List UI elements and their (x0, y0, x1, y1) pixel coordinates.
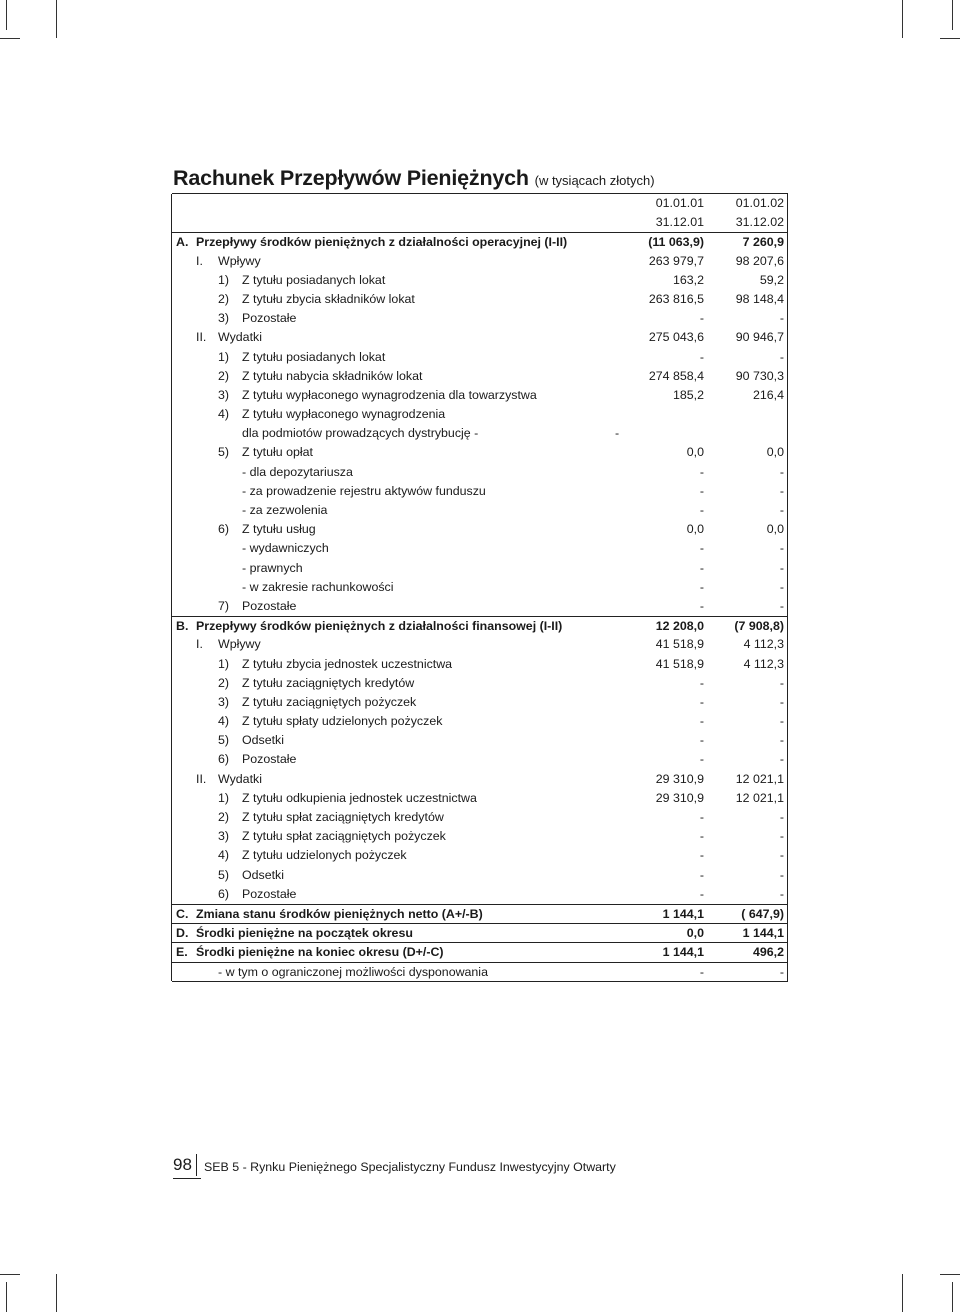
row-value-2001: 185,2 (672, 387, 704, 402)
row-value-2002: 98 148,4 (735, 291, 784, 306)
row-value-2001: 0,0 (686, 445, 704, 460)
crop-mark (56, 1274, 57, 1312)
table-row (172, 597, 788, 616)
row-label: - za zezwolenia (242, 503, 328, 517)
table-row (172, 750, 788, 769)
row-value-2001: - (699, 503, 704, 517)
row-value-2001: - (699, 829, 704, 844)
table-row (172, 309, 788, 328)
table-row (172, 367, 788, 386)
row-label: Pozostałe (242, 886, 297, 901)
table-body (172, 232, 788, 980)
row-value-2001: 263 816,5 (648, 291, 704, 306)
row-label: Wydatki (218, 771, 262, 786)
row-value-2002: - (779, 311, 784, 326)
row-number: 4) (218, 714, 230, 729)
row-value-2002: - (779, 598, 784, 613)
row-value-2002: - (779, 579, 784, 594)
row-value-2002: - (779, 541, 784, 556)
footer-rule (173, 1178, 201, 1179)
table-row (172, 578, 788, 597)
row-value-2002: - (779, 810, 784, 824)
row-number: 1) (218, 656, 230, 671)
row-number: II. (196, 771, 207, 786)
table-row (172, 386, 788, 405)
row-value-2001: - (699, 598, 704, 613)
table-row (172, 885, 788, 904)
row-label: Z tytułu udzielonych pożyczek (242, 848, 407, 863)
row-value-2002: - (779, 483, 784, 498)
row-value-2002: - (779, 675, 784, 690)
header-col-b-line2: 31.12.02 (735, 215, 784, 230)
page-title (173, 166, 655, 191)
row-number: I. (196, 637, 203, 652)
row-label: Pozostałe (242, 311, 297, 326)
row-label: Z tytułu zbycia składników lokat (242, 291, 415, 306)
row-value-2001: - (699, 675, 704, 690)
row-number: 4) (218, 848, 230, 863)
row-value-2001: 263 979,7 (648, 253, 704, 268)
row-value-2001: - (699, 733, 704, 748)
row-label: - prawnych (242, 560, 303, 575)
row-number: II. (196, 330, 207, 345)
row-value-2002: - (779, 349, 784, 364)
row-value-2002: - (779, 464, 784, 479)
row-label: Środki pieniężne na początek okresu (196, 926, 413, 941)
table-row (172, 443, 788, 462)
table-row (172, 501, 788, 520)
table-row (172, 290, 788, 309)
row-value-2002: 98 207,6 (735, 253, 784, 268)
row-label: Z tytułu wypłaconego wynagrodzenia (242, 407, 446, 422)
table-row (172, 942, 788, 961)
row-value-2001: - (699, 560, 704, 575)
row-value-2002: 4 112,3 (743, 637, 784, 652)
row-value-2002: 90 730,3 (735, 368, 784, 383)
crop-mark (56, 0, 57, 38)
row-number: 5) (218, 445, 230, 460)
crop-mark (940, 1274, 960, 1275)
row-number: 3) (218, 387, 230, 402)
row-value-2002: 496,2 (752, 945, 784, 960)
table-row (172, 923, 788, 942)
table-row (172, 827, 788, 846)
row-number: B. (176, 619, 189, 634)
row-label: Pozostałe (242, 598, 297, 613)
row-label: Z tytułu odkupienia jednostek uczestnictwa (242, 790, 477, 805)
table-row (172, 559, 788, 578)
row-number: 1) (218, 790, 230, 805)
row-number: 2) (218, 675, 230, 690)
crop-mark (0, 1274, 20, 1275)
row-value-2002: 0,0 (766, 522, 784, 537)
row-number: 2) (218, 291, 230, 306)
row-value-2001: 41 518,9 (655, 656, 704, 671)
row-label: Z tytułu nabycia składników lokat (242, 368, 423, 383)
row-label: Z tytułu zaciągniętych kredytów (242, 675, 415, 690)
table-row (172, 904, 788, 923)
row-number: 3) (218, 829, 230, 844)
row-value-2001: 1 144,1 (662, 945, 704, 960)
row-number: 3) (218, 694, 230, 709)
row-value-2002: 90 946,7 (735, 330, 784, 345)
title-subtitle: (w tysiącach złotych) (534, 173, 655, 188)
row-label: Z tytułu usług (242, 522, 316, 537)
crop-mark (6, 1282, 7, 1312)
row-value-2001: - (699, 964, 704, 979)
row-label: Pozostałe (242, 752, 297, 767)
row-label: Z tytułu opłat (242, 445, 313, 460)
table-row (172, 789, 788, 808)
row-label: Odsetki (242, 733, 285, 748)
table-row (172, 616, 788, 635)
table-row (172, 846, 788, 865)
header-row-2 (172, 213, 788, 232)
row-number: 4) (218, 407, 230, 422)
row-number: I. (196, 253, 203, 268)
table-row (172, 424, 788, 443)
row-value-2001: 0,0 (686, 926, 704, 941)
row-value-2002: - (779, 867, 784, 882)
row-value-2002: 0,0 (766, 445, 784, 460)
table-row (172, 962, 788, 981)
row-value-2001: (11 063,9) (648, 235, 704, 250)
header-col-a-line2: 31.12.01 (655, 215, 704, 230)
row-label: - za prowadzenie rejestru aktywów funduszu (242, 483, 486, 498)
row-number: 7) (218, 598, 230, 613)
row-label: - w zakresie rachunkowości (242, 579, 394, 594)
row-number: 5) (218, 867, 230, 882)
crop-mark (902, 1274, 903, 1312)
table-row (172, 712, 788, 731)
table-row (172, 539, 788, 558)
row-label: Zmiana stanu środków pieniężnych netto (A+/-B) (196, 906, 483, 921)
row-value-2002: 12 021,1 (735, 790, 784, 805)
row-value-2002: 216,4 (752, 387, 784, 402)
row-value-2001: 163,2 (672, 272, 704, 287)
row-value-2002: - (779, 886, 784, 901)
row-value-2001: - (699, 579, 704, 594)
row-value-2002: - (779, 964, 784, 979)
row-value-2002: 12 021,1 (735, 771, 784, 786)
row-number: 6) (218, 886, 230, 901)
row-label: Z tytułu posiadanych lokat (242, 272, 386, 287)
row-value-2002: - (779, 829, 784, 844)
row-number: A. (176, 235, 189, 250)
row-number: 3) (218, 311, 230, 326)
row-value-2001: - (699, 311, 704, 326)
row-number: D. (176, 926, 189, 941)
row-label: Z tytułu spłat zaciągniętych kredytów (242, 810, 444, 824)
table-row (172, 866, 788, 885)
row-value-2001: 12 208,0 (655, 619, 704, 634)
row-label: Środki pieniężne na koniec okresu (D+/-C) (196, 945, 444, 960)
row-value-2001: - (699, 752, 704, 767)
row-value-2001: - (699, 886, 704, 901)
table-row (172, 731, 788, 750)
row-value-2002: 1 144,1 (742, 926, 784, 941)
row-value-2001: - (699, 848, 704, 863)
row-value-2001: 29 310,9 (655, 790, 704, 805)
header-row-1 (172, 194, 788, 213)
table-row (172, 635, 788, 654)
row-number: 2) (218, 368, 230, 383)
row-number: E. (176, 945, 188, 960)
row-value-2001: - (699, 349, 704, 364)
table-row (172, 348, 788, 367)
header-col-a-line1: 01.01.01 (655, 196, 704, 210)
table-row (172, 520, 788, 539)
row-value-2002: - (779, 848, 784, 863)
row-label: Z tytułu posiadanych lokat (242, 349, 386, 364)
crop-mark (6, 0, 7, 30)
row-label: - dla depozytariusza (242, 464, 353, 479)
row-value-2001: 41 518,9 (655, 637, 704, 652)
row-number: C. (176, 906, 189, 921)
row-label: Wydatki (218, 330, 262, 345)
row-label: Wpływy (218, 253, 261, 268)
table-row (172, 770, 788, 789)
row-value-2002: ( 647,9) (741, 906, 784, 921)
row-label: Przepływy środków pieniężnych z działalności finansowej (I-II) (196, 619, 563, 634)
row-value-2002: - (779, 503, 784, 517)
table-right-border (787, 194, 788, 981)
table-row (172, 693, 788, 712)
row-value-2001: - (699, 464, 704, 479)
row-value-2001: - (699, 694, 704, 709)
row-label: Z tytułu zbycia jednostek uczestnictwa (242, 656, 453, 671)
table-row (172, 271, 788, 290)
row-number: 6) (218, 522, 230, 537)
row-value-2001: 29 310,9 (655, 771, 704, 786)
row-extra-value: - (615, 426, 620, 441)
row-value-2001: 0,0 (686, 522, 704, 537)
table-row (172, 655, 788, 674)
row-label: Z tytułu zaciągniętych pożyczek (242, 694, 417, 709)
table-row (172, 232, 788, 251)
row-number: 1) (218, 272, 230, 287)
row-label: dla podmiotów prowadzących dystrybucję - (242, 426, 479, 441)
crop-mark (0, 38, 20, 39)
row-value-2001: - (699, 714, 704, 729)
crop-mark (952, 0, 953, 30)
footer-text: SEB 5 - Rynku Pieniężnego Specjalistyczny Fundusz Inwestycyjny Otwarty (204, 1160, 616, 1174)
row-label: - w tym o ograniczonej możliwości dysponowania (218, 964, 488, 979)
row-value-2002: 59,2 (759, 272, 784, 287)
row-value-2001: 275 043,6 (648, 330, 704, 345)
row-number: 6) (218, 752, 230, 767)
table-left-border (171, 194, 172, 981)
table-row (172, 808, 788, 827)
row-value-2002: - (779, 733, 784, 748)
crop-mark (940, 38, 960, 39)
title-text: Rachunek Przepływów Pieniężnych (173, 166, 529, 190)
row-value-2001: - (699, 867, 704, 882)
row-value-2001: - (699, 810, 704, 824)
row-value-2002: - (779, 694, 784, 709)
table-row (172, 482, 788, 501)
row-label: Odsetki (242, 867, 285, 882)
crop-mark (952, 1282, 953, 1312)
table-row (172, 252, 788, 271)
row-label: Z tytułu wypłaconego wynagrodzenia dla towarzystwa (242, 387, 537, 402)
row-label: Z tytułu spłaty udzielonych pożyczek (242, 714, 443, 729)
page-number: 98 (173, 1154, 197, 1176)
header-col-b-line1: 01.01.02 (735, 196, 784, 210)
row-value-2001: - (699, 483, 704, 498)
table-row (172, 674, 788, 693)
row-value-2002: - (779, 752, 784, 767)
row-label: Przepływy środków pieniężnych z działalności operacyjnej (I-II) (196, 235, 568, 250)
row-value-2002: (7 908,8) (734, 619, 784, 634)
row-label: Wpływy (218, 637, 261, 652)
row-value-2002: - (779, 714, 784, 729)
table-row (172, 463, 788, 482)
row-value-2001: 1 144,1 (662, 906, 704, 921)
row-value-2002: - (779, 560, 784, 575)
row-label: Z tytułu spłat zaciągniętych pożyczek (242, 829, 446, 844)
crop-mark (902, 0, 903, 38)
table-row (172, 328, 788, 347)
row-value-2002: 4 112,3 (743, 656, 784, 671)
row-label: - wydawniczych (242, 541, 329, 556)
table-row (172, 405, 788, 424)
row-number: 5) (218, 733, 230, 748)
row-value-2001: - (699, 541, 704, 556)
row-value-2002: 7 260,9 (742, 235, 784, 250)
row-value-2001: 274 858,4 (648, 368, 704, 383)
cash-flow-table (172, 193, 788, 982)
row-number: 1) (218, 349, 230, 364)
row-number: 2) (218, 810, 230, 824)
